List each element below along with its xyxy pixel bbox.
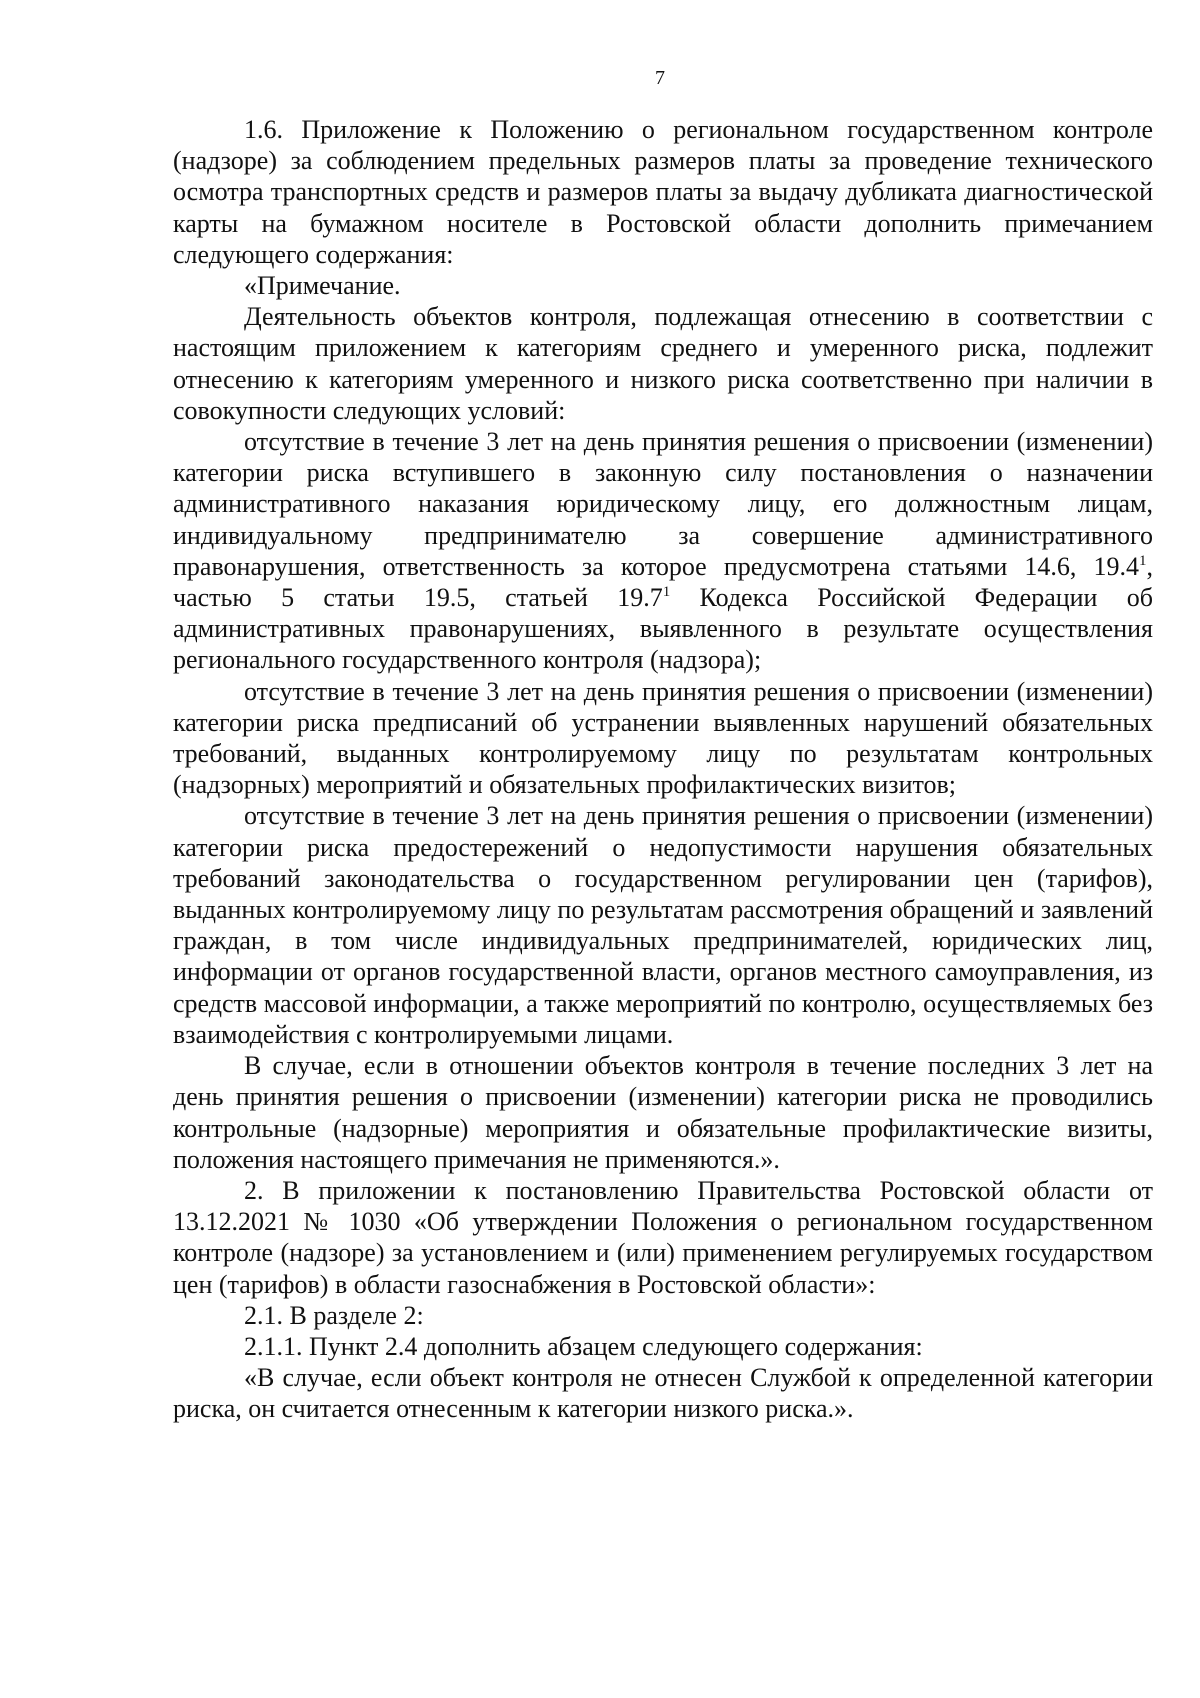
paragraph-2-1: 2.1. В разделе 2:	[244, 1300, 424, 1330]
article-superscript: 1	[1139, 552, 1147, 569]
paragraph-1-6-amendment: 1.6. Приложение к Положению о региональном государственном контроле (надзоре) за соблюдением предельных размеров платы за проведение технического осмотра транспортных средств и размеров платы за выдачу дубликата диагностической карты на бумажном носителе в Ростовской области дополнить примечанием следующего содержания:	[173, 115, 1153, 269]
paragraph-2-amendment: 2. В приложении к постановлению Правительства Ростовской области от 13.12.2021 № 1030 «Об утверждении Положения о региональном государственном контроле (надзоре) за установлением и (или) применением регулируемых государством цен (тарифов) в области газоснабжения в Ростовской области»:	[173, 1175, 1153, 1299]
condition-penalties-text-part-1: отсутствие в течение 3 лет на день принятия решения о присвоении (изменении) категории риска вступившего в законную силу постановления о назначении административного наказания юридическому лицу, его должностным лицам, индивидуальному предпринимателю за совершение административного правонарушения, ответственность за которое предусмотрена статьями 14.6, 19.4	[173, 427, 1153, 581]
paragraph-no-inspections: В случае, если в отношении объектов контроля в течение последних 3 лет на день принятия решения о присвоении (изменении) категории риска не проводились контрольные (надзорные) мероприятия и обязательные профилактические визиты, положения настоящего примечания не применяются.».	[173, 1051, 1153, 1174]
paragraph-note-heading: «Примечание.	[244, 271, 401, 301]
paragraph-condition-orders: отсутствие в течение 3 лет на день принятия решения о присвоении (изменении) категории риска предписаний об устранении выявленных нарушений обязательных требований, выданных контролируемому лицу по результатам контрольных (надзорных) мероприятий и обязательных профилактических визитов;	[173, 676, 1153, 800]
paragraph-low-risk-default: «В случае, если объект контроля не отнесен Службой к определенной категории риска, он считается отнесенным к категории низкого риска.».	[173, 1363, 1153, 1424]
page-number: 7	[655, 67, 665, 89]
document-body	[173, 114, 1153, 1425]
paragraph-note-intro: Деятельность объектов контроля, подлежащая отнесению в соответствии с настоящим приложением к категориям среднего и умеренного риска, подлежит отнесению к категориям умеренного и низкого риска соответственно при наличии в совокупности следующих условий:	[173, 302, 1153, 425]
condition-penalties-text-part-3: Кодекса Российской Федерации об административных правонарушениях, выявленного в результате осуществления регионального государственного контроля (надзора);	[173, 583, 1153, 675]
condition-penalties-text-part-2: , частью 5 статьи 19.5, статьей 19.7	[173, 551, 1153, 613]
paragraph-2-1-1: 2.1.1. Пункт 2.4 дополнить абзацем следующего содержания:	[244, 1331, 923, 1361]
paragraph-condition-penalties	[173, 426, 1153, 676]
article-superscript: 1	[662, 584, 671, 601]
paragraph-condition-warnings: отсутствие в течение 3 лет на день принятия решения о присвоении (изменении) категории риска предостережений о недопустимости нарушения обязательных требований законодательства о государственном регулировании цен (тарифов), выданных контролируемому лицу по результатам рассмотрения обращений и заявлений граждан, в том числе индивидуальных предпринимателей, юридических лиц, информации от органов государственной власти, органов местного самоуправления, из средств массовой информации, а также мероприятий по контролю, осуществляемых без взаимодействия с контролируемыми лицами.	[173, 801, 1153, 1049]
